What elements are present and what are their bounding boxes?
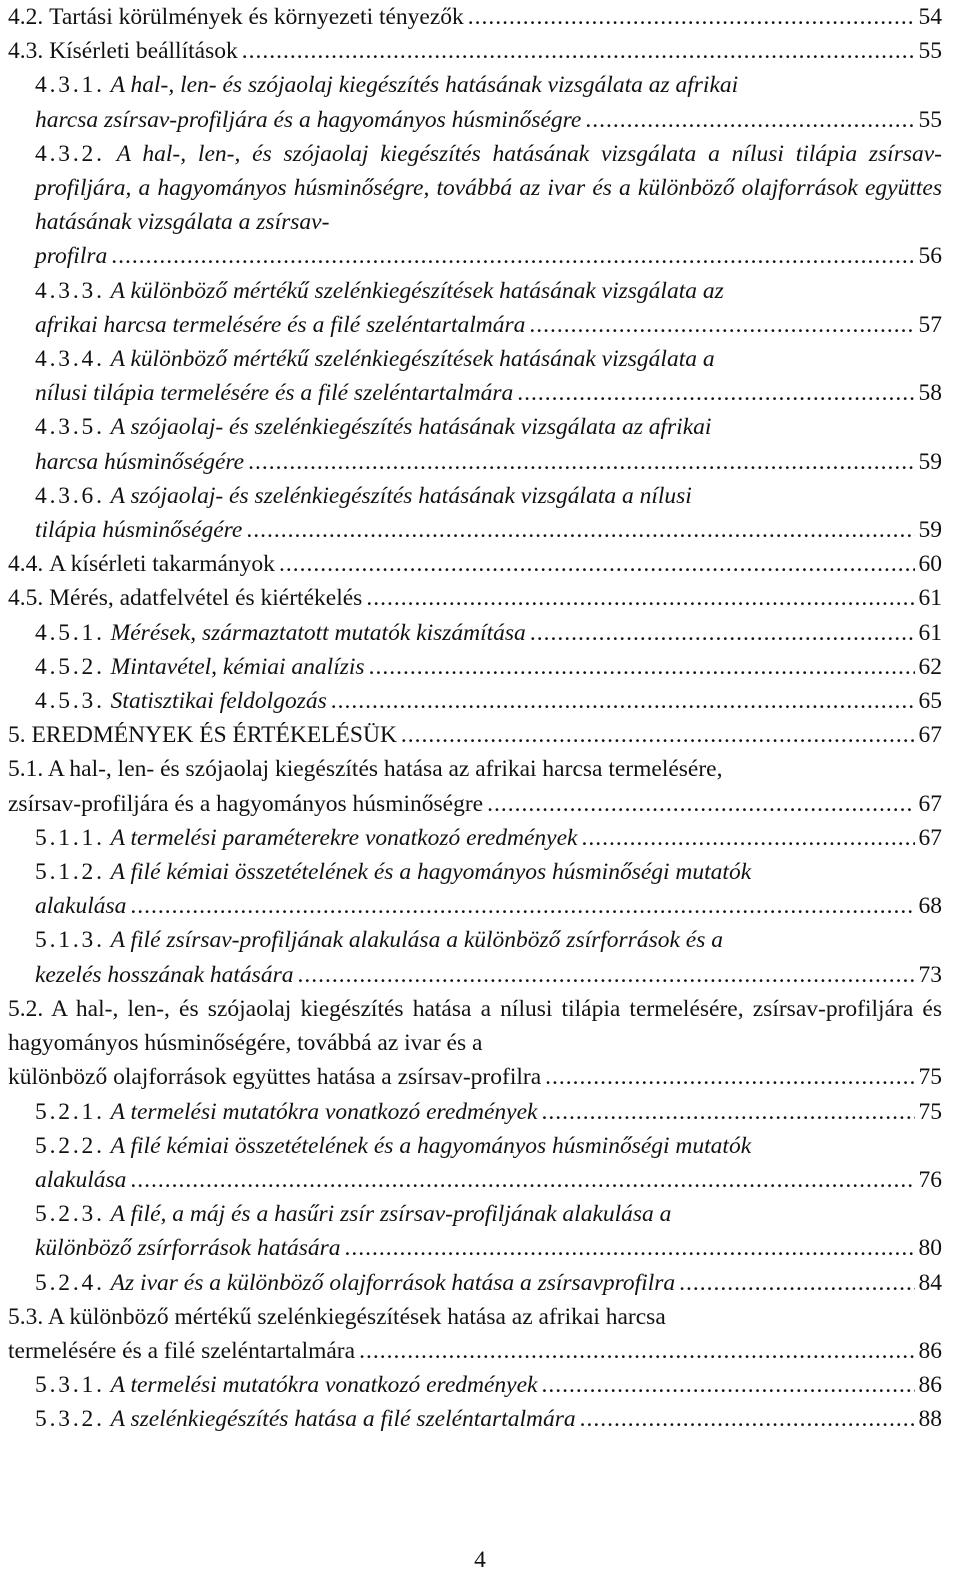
- toc-entry-title: A termelési paraméterekre vonatkozó eredmények: [110, 824, 578, 851]
- toc-entry-title: A termelési mutatókra vonatkozó eredmények: [110, 1098, 538, 1125]
- toc-entry-number: 5.2.1.: [35, 1098, 105, 1125]
- toc-entry-title-wrapped: [35, 1129, 942, 1163]
- dot-leader: [130, 1163, 914, 1197]
- toc-entry-title-wrapped: [35, 342, 942, 376]
- toc-entry[interactable]: [0, 616, 960, 650]
- toc-entry-title-wrapped: [35, 68, 942, 102]
- toc-entry-title: Mérések, származtatott mutatók kiszámítása: [110, 619, 526, 646]
- toc-entry-number: 4.4.: [8, 551, 44, 578]
- toc-entry-number: 4.5.: [8, 585, 44, 612]
- toc-entry-title-wrapped: [35, 479, 942, 513]
- toc-entry-page: 68: [918, 893, 942, 920]
- toc-entry[interactable]: [0, 410, 960, 478]
- toc-entry-page: 65: [918, 688, 942, 715]
- toc-entry[interactable]: [0, 479, 960, 547]
- toc-entry-title-end: afrikai harcsa termelésére és a filé szeléntartalmára: [35, 311, 526, 338]
- toc-entry-number: 4.3.1.: [35, 72, 105, 99]
- toc-entry-title-wrapped: [35, 137, 942, 240]
- toc-entry-title: EREDMÉNYEK ÉS ÉRTÉKELÉSÜK: [31, 722, 397, 749]
- toc-entry-title: Statisztikai feldolgozás: [110, 688, 327, 715]
- toc-entry[interactable]: [0, 752, 960, 820]
- toc-entry-title-wrapped: [35, 410, 942, 444]
- dot-leader: [297, 958, 914, 992]
- toc-entry[interactable]: [0, 137, 960, 274]
- toc-entry-page: 80: [918, 1235, 942, 1262]
- toc-entry-title: A szójaolaj- és szelénkiegészítés hatásának vizsgálata a nílusi: [110, 482, 692, 509]
- toc-entry[interactable]: [0, 68, 960, 136]
- toc-entry-title: A szójaolaj- és szelénkiegészítés hatásának vizsgálata az afrikai: [110, 414, 712, 441]
- dot-leader: [487, 787, 914, 821]
- toc-entry-page: 54: [918, 4, 942, 30]
- toc-entry[interactable]: [0, 581, 960, 615]
- toc-entry-title: A szelénkiegészítés hatása a filé szeléntartalmára: [110, 1406, 576, 1433]
- toc-entry[interactable]: [0, 1129, 960, 1197]
- toc-entry-title: Az ivar és a különböző olajforrások hatása a zsírsavprofilra: [110, 1269, 676, 1296]
- toc-entry-page: 73: [918, 961, 942, 988]
- dot-leader: [345, 1231, 915, 1265]
- toc-entry-title-end: különböző olajforrások együttes hatása a zsírsav-profilra: [8, 1064, 542, 1091]
- toc-entry-title: A filé kémiai összetételének és a hagyományos húsminőségi mutatók: [110, 1132, 752, 1159]
- toc-entry-title-wrapped: [8, 992, 942, 1060]
- toc-entry-title-end: harcsa húsminőségére: [35, 448, 245, 475]
- dot-leader: [529, 308, 914, 342]
- toc-entry[interactable]: [0, 718, 960, 752]
- toc-entry-page: 76: [918, 1166, 942, 1193]
- toc-entry-page: 58: [918, 380, 942, 407]
- toc-entry-page: 56: [918, 243, 942, 270]
- toc-entry-number: 5.2.3.: [35, 1201, 105, 1228]
- toc-entry-number: 5.3.1.: [35, 1372, 105, 1399]
- dot-leader: [581, 821, 914, 855]
- toc-entry-page: 75: [918, 1064, 942, 1091]
- toc-entry-number: 5.3.: [8, 1303, 44, 1330]
- toc-entry-title-wrapped: [35, 923, 942, 957]
- toc-entry-title-end: különböző zsírforrások hatására: [35, 1235, 341, 1262]
- toc-entry-page: 88: [918, 1406, 942, 1433]
- toc-entry-title: A hal-, len-, és szójaolaj kiegészítés hatásának vizsgálata a nílusi tilápia zsírsav-profiljára, a hagyományos húsminőségre, továbbá az ivar és a különböző olajforrások együttes hatásának vizsgálata a zsírsav-: [35, 140, 943, 236]
- dot-leader: [248, 445, 914, 479]
- toc-entry-page: 62: [918, 653, 942, 680]
- toc-entry-title: A különböző mértékű szelénkiegészítések hatása az afrikai harcsa: [47, 1303, 666, 1330]
- toc-entry[interactable]: [0, 1197, 960, 1265]
- toc-entry-title: Mérés, adatfelvétel és kiértékelés: [49, 585, 363, 612]
- toc-entry[interactable]: [0, 274, 960, 342]
- toc-entry[interactable]: [0, 547, 960, 581]
- toc-entry-title: A termelési mutatókra vonatkozó eredmények: [110, 1372, 538, 1399]
- toc-entry-title: A filé kémiai összetételének és a hagyományos húsminőségi mutatók: [110, 859, 752, 886]
- toc-entry[interactable]: [0, 34, 960, 68]
- page-number: 4: [474, 1547, 486, 1573]
- toc-entry-title: A kísérleti takarmányok: [49, 551, 275, 578]
- dot-leader: [401, 718, 915, 752]
- dot-leader: [545, 1060, 914, 1094]
- toc-entry[interactable]: [0, 0, 960, 34]
- toc-entry-title: A különböző mértékű szelénkiegészítések hatásának vizsgálata az: [110, 277, 724, 304]
- dot-leader: [366, 581, 914, 615]
- dot-leader: [530, 616, 915, 650]
- toc-entry-number: 4.3.4.: [35, 346, 105, 373]
- toc-entry[interactable]: [0, 1402, 960, 1436]
- toc-entry-title: A filé zsírsav-profiljának alakulása a különböző zsírforrások és a: [110, 927, 723, 954]
- toc-entry-page: 75: [918, 1098, 942, 1125]
- toc-entry-title: A filé, a máj és a hasűri zsír zsírsav-profiljának alakulása a: [110, 1201, 672, 1228]
- toc-entry-page: 59: [918, 448, 942, 475]
- dot-leader: [246, 513, 914, 547]
- toc-entry-number: 5.2.2.: [35, 1132, 105, 1159]
- toc-entry-title-wrapped: [8, 752, 942, 786]
- dot-leader: [468, 0, 915, 34]
- toc-entry-number: 5.: [8, 722, 26, 749]
- toc-entry-number: 4.5.2.: [35, 653, 105, 680]
- dot-leader: [111, 239, 914, 273]
- toc-entry-page: 61: [918, 585, 942, 612]
- toc-entry-page: 57: [918, 311, 942, 338]
- toc-entry-title: Tartási körülmények és környezeti tényezők: [49, 4, 464, 30]
- toc-entry-title-end: nílusi tilápia termelésére és a filé szeléntartalmára: [35, 380, 514, 407]
- toc-entry[interactable]: [0, 1300, 960, 1368]
- toc-entry-page: 86: [918, 1337, 942, 1364]
- toc-entry-title-wrapped: [35, 1197, 942, 1231]
- dot-leader: [242, 34, 915, 68]
- toc-entry-number: 5.1.2.: [35, 859, 105, 886]
- toc-entry-page: 60: [918, 551, 942, 578]
- toc-entry-title-end: termelésére és a filé szeléntartalmára: [8, 1337, 356, 1364]
- dot-leader: [279, 547, 915, 581]
- toc-entry[interactable]: [0, 342, 960, 410]
- dot-leader: [541, 1095, 914, 1129]
- toc-entry[interactable]: [0, 821, 960, 855]
- toc-entry-title-end: harcsa zsírsav-profiljára és a hagyományos húsminőségre: [35, 106, 582, 133]
- toc-entry-page: 67: [918, 824, 942, 851]
- toc-entry[interactable]: [0, 992, 960, 1095]
- dot-leader: [585, 103, 914, 137]
- toc-entry-number: 5.2.4.: [35, 1269, 105, 1296]
- toc-entry-title: A különböző mértékű szelénkiegészítések hatásának vizsgálata a: [110, 346, 715, 373]
- dot-leader: [517, 376, 914, 410]
- toc-entry-number: 4.2.: [8, 4, 44, 30]
- toc-entry[interactable]: [0, 650, 960, 684]
- toc-entry-title-end: kezelés hosszának hatására: [35, 961, 294, 988]
- toc-entry-title: Mintavétel, kémiai analízis: [110, 653, 365, 680]
- toc-entry-number: 4.3.6.: [35, 482, 105, 509]
- toc-entry-title-end: profilra: [35, 243, 108, 270]
- toc-entry-number: 5.1.1.: [35, 824, 105, 851]
- toc-entry-title-end: alakulása: [35, 893, 127, 920]
- toc-entry-page: 67: [918, 722, 942, 749]
- toc-entry-title: A hal-, len-, és szójaolaj kiegészítés hatása a nílusi tilápia termelésére, zsírsav-profiljára és hagyományos húsminőségére, továbbá az ivar és a: [8, 995, 942, 1057]
- toc-entry[interactable]: [0, 684, 960, 718]
- toc-entry-page: 86: [918, 1372, 942, 1399]
- toc-entry-number: 4.3.3.: [35, 277, 105, 304]
- toc-entry-number: 4.3.2.: [35, 140, 105, 167]
- toc-entry-number: 5.2.: [8, 995, 44, 1022]
- toc-entry-page: 84: [918, 1269, 942, 1296]
- toc-entry-number: 5.1.: [8, 756, 44, 783]
- toc-entry[interactable]: [0, 923, 960, 991]
- toc-entry-title-end: alakulása: [35, 1166, 127, 1193]
- dot-leader: [359, 1334, 914, 1368]
- toc-entry-title-end: zsírsav-profiljára és a hagyományos húsminőségre: [8, 790, 484, 817]
- toc-entry-number: 4.5.3.: [35, 688, 105, 715]
- toc-entry-number: 4.3.: [8, 38, 44, 65]
- toc-entry-title-wrapped: [35, 274, 942, 308]
- toc-entry-number: 5.1.3.: [35, 927, 105, 954]
- toc-entry-page: 67: [918, 790, 942, 817]
- toc-entry-number: 5.3.2.: [35, 1406, 105, 1433]
- toc-entry-title: Kísérleti beállítások: [49, 38, 238, 65]
- toc-entry-number: 4.3.5.: [35, 414, 105, 441]
- toc-entry-title: A hal-, len- és szójaolaj kiegészítés hatása az afrikai harcsa termelésére,: [47, 756, 723, 783]
- toc-entry-title-end: tilápia húsminőségére: [35, 517, 243, 544]
- toc-entry[interactable]: [0, 1368, 960, 1402]
- dot-leader: [130, 889, 914, 923]
- toc-entry[interactable]: [0, 1095, 960, 1129]
- toc-entry-number: 4.5.1.: [35, 619, 105, 646]
- toc-entry[interactable]: [0, 855, 960, 923]
- toc-entry-title-wrapped: [8, 1300, 942, 1334]
- dot-leader: [580, 1402, 915, 1436]
- toc-entry-page: 59: [918, 517, 942, 544]
- toc-entry-page: 55: [918, 106, 942, 133]
- toc-entry-title-wrapped: [35, 855, 942, 889]
- toc-entry[interactable]: [0, 1266, 960, 1300]
- toc-entry-title: A hal-, len- és szójaolaj kiegészítés hatásának vizsgálata az afrikai: [110, 72, 739, 99]
- dot-leader: [331, 684, 915, 718]
- toc-entry-page: 61: [918, 619, 942, 646]
- dot-leader: [369, 650, 915, 684]
- dot-leader: [679, 1266, 914, 1300]
- dot-leader: [541, 1368, 914, 1402]
- toc-entry-page: 55: [918, 38, 942, 65]
